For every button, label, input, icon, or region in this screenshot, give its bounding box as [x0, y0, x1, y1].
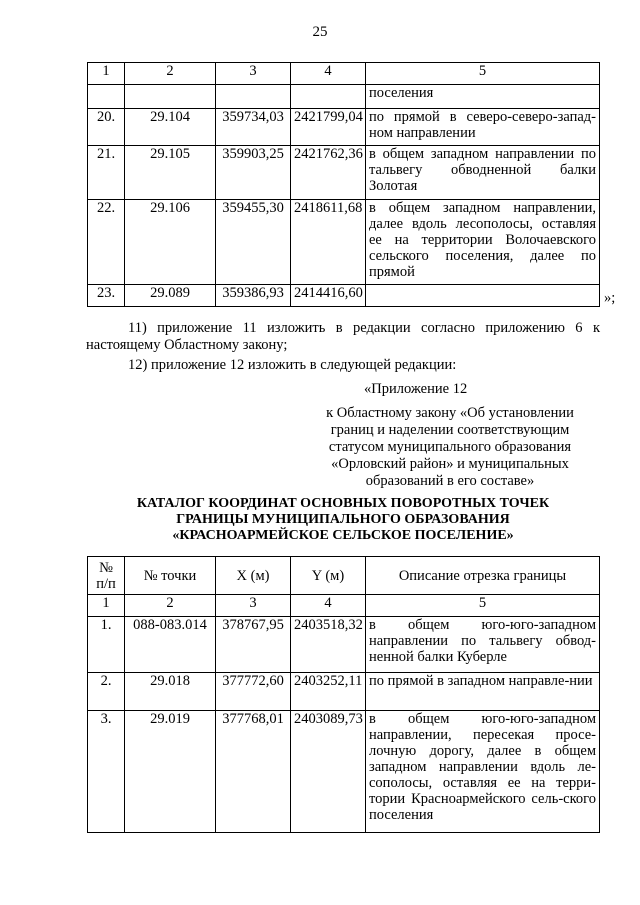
col-number: 4 — [291, 595, 366, 617]
col-number: 3 — [216, 63, 291, 85]
y-coord: 2418611,68 — [291, 200, 366, 285]
col-number: 1 — [88, 595, 125, 617]
table-row — [88, 109, 600, 146]
point-id: 088-083.014 — [125, 617, 216, 673]
segment-description: в общем юго-юго-западном направлении, пересекая просе-лочную дорогу, далее в общем западном направлении вдоль ле-сополосы, оставляя ее на терри-тории Красноармейского сель-ского поселения — [366, 711, 600, 833]
column-number-row — [88, 595, 600, 617]
catalog-title-line: «КРАСНОАРМЕЙСКОЕ СЕЛЬСКОЕ ПОСЕЛЕНИЕ» — [172, 528, 514, 543]
y-coord: 2414416,60 — [291, 285, 366, 307]
col-number: 3 — [216, 595, 291, 617]
row-num: 2. — [88, 673, 125, 711]
segment-description: по прямой в западном направле-нии — [366, 673, 600, 711]
appendix-line: статусом муниципального образования — [328, 439, 572, 455]
appendix-block — [300, 381, 600, 490]
y-coord: 2421762,36 — [291, 146, 366, 200]
paragraph-11: 11) приложение 11 изложить в редакции согласно приложению 6 к настоящему Областному закону; — [86, 320, 600, 353]
x-coord: 377772,60 — [216, 673, 291, 711]
header-num-symbol: № — [99, 559, 113, 576]
header-point: № точки — [125, 557, 216, 595]
appendix-line: «Орловский район» и муниципальных — [331, 456, 569, 472]
x-coord — [216, 85, 291, 109]
table-row — [88, 673, 600, 711]
y-coord: 2403518,32 — [291, 617, 366, 673]
col-number: 5 — [366, 595, 600, 617]
point-id: 29.089 — [125, 285, 216, 307]
table-row — [88, 146, 600, 200]
row-num: 21. — [88, 146, 125, 200]
segment-description: в общем юго-юго-западном направлении по тальвегу обвод-ненной балки Куберле — [366, 617, 600, 673]
point-id: 29.106 — [125, 200, 216, 285]
header-row — [88, 557, 600, 595]
segment-description: поселения — [366, 85, 600, 109]
appendix-line: образований в его составе» — [365, 473, 535, 489]
table-row — [88, 85, 600, 109]
table-row — [88, 285, 600, 307]
table-row — [88, 711, 600, 833]
point-id: 29.019 — [125, 711, 216, 833]
x-coord: 359455,30 — [216, 200, 291, 285]
row-num: 1. — [88, 617, 125, 673]
header-num — [88, 557, 125, 595]
x-coord: 378767,95 — [216, 617, 291, 673]
appendix-title: «Приложение 12 — [364, 381, 468, 397]
segment-description — [366, 285, 600, 307]
segment-description: по прямой в северо-северо-запад-ном направлении — [366, 109, 600, 146]
row-num: 22. — [88, 200, 125, 285]
y-coord: 2403252,11 — [291, 673, 366, 711]
x-coord: 359386,93 — [216, 285, 291, 307]
col-number: 2 — [125, 595, 216, 617]
catalog-title-line: КАТАЛОГ КООРДИНАТ ОСНОВНЫХ ПОВОРОТНЫХ ТОЧЕК — [136, 496, 550, 511]
row-num — [88, 85, 125, 109]
segment-description: в общем западном направлении, далее вдоль лесополосы, оставляя ее на территории Волочаевского сельского поселения, далее по прямой — [366, 200, 600, 285]
x-coord: 359734,03 — [216, 109, 291, 146]
row-num: 3. — [88, 711, 125, 833]
page-number: 25 — [312, 24, 328, 40]
row-num: 20. — [88, 109, 125, 146]
header-x: X (м) — [216, 557, 291, 595]
col-number: 1 — [88, 63, 125, 85]
catalog-title-line: ГРАНИЦЫ МУНИЦИПАЛЬНОГО ОБРАЗОВАНИЯ — [176, 512, 510, 527]
y-coord: 2403089,73 — [291, 711, 366, 833]
header-num-abbr: п/п — [96, 575, 116, 592]
table-row — [88, 200, 600, 285]
point-id: 29.104 — [125, 109, 216, 146]
column-number-row — [88, 63, 600, 85]
segment-description: в общем западном направлении по тальвегу обводненной балки Золотая — [366, 146, 600, 200]
col-number: 5 — [366, 63, 600, 85]
point-id: 29.018 — [125, 673, 216, 711]
table-row — [88, 617, 600, 673]
x-coord: 359903,25 — [216, 146, 291, 200]
x-coord: 377768,01 — [216, 711, 291, 833]
closing-quote: »; — [604, 290, 616, 306]
coordinates-table — [87, 556, 600, 833]
col-number: 4 — [291, 63, 366, 85]
header-description: Описание отрезка границы — [366, 557, 600, 595]
paragraph-12: 12) приложение 12 изложить в следующей редакции: — [128, 357, 457, 373]
appendix-line: границ и наделении соответствующим — [330, 422, 570, 438]
header-y: Y (м) — [291, 557, 366, 595]
appendix-line: к Областному закону «Об установлении — [326, 405, 574, 421]
catalog-title — [87, 496, 599, 544]
point-id — [125, 85, 216, 109]
point-id: 29.105 — [125, 146, 216, 200]
y-coord — [291, 85, 366, 109]
col-number: 2 — [125, 63, 216, 85]
coordinates-table-continued — [87, 62, 600, 307]
row-num: 23. — [88, 285, 125, 307]
y-coord: 2421799,04 — [291, 109, 366, 146]
